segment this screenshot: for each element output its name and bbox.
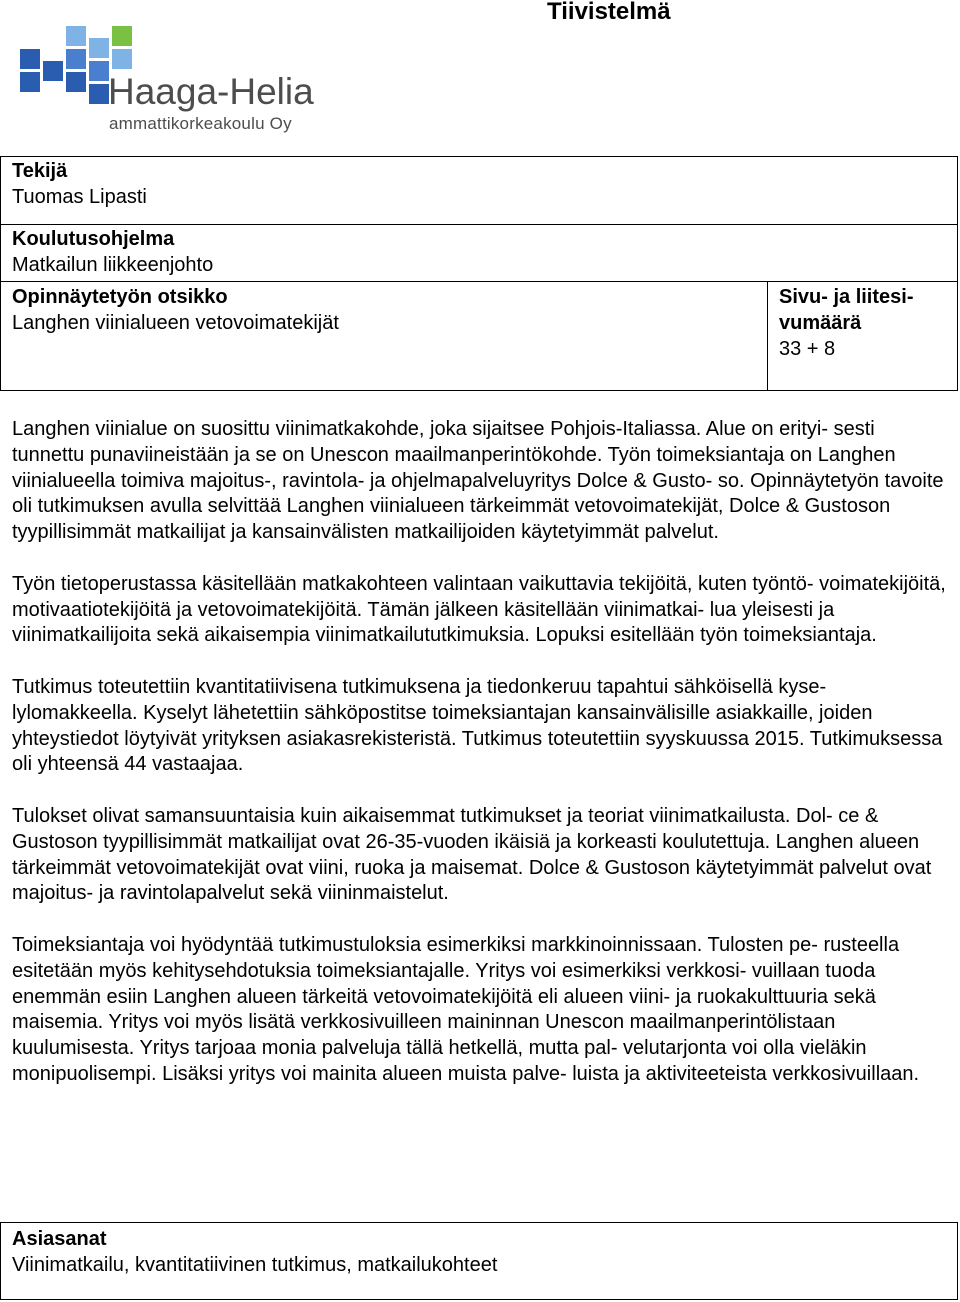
program-label: Koulutusohjelma xyxy=(12,228,175,250)
logo-square xyxy=(66,49,86,69)
logo-square xyxy=(66,26,86,46)
page-count-label-line1: Sivu- ja liitesi- xyxy=(779,286,914,308)
logo-square xyxy=(20,49,40,69)
author-label: Tekijä xyxy=(12,160,68,182)
thesis-title-label: Opinnäytetyön otsikko xyxy=(12,286,228,308)
thesis-title-value: Langhen viinialueen vetovoimatekijät xyxy=(12,312,339,334)
thesis-title-field xyxy=(12,284,339,336)
abstract-paragraph: Toimeksiantaja voi hyödyntää tutkimustuloksia esimerkiksi markkinoinnissaan. Tulosten pe- rusteella esitetään myös kehitysehdotuksia toimeksiantajalle. Yritys voi esimerkiksi verkkosi- vuillaan tuoda enemmän esiin Langhen alueen tärkeitä vetovoimatekijöitä eli alueen viini- ja ruokakulttuuria sekä maisemia. Yritys voi myös lisätä verkkosivuilleen maininnan Unescon maailmanperintölistaan kuulumisesta. Yritys tarjoaa monia palveluja tällä hetkellä, mutta pal- velutarjonta voi olla vieläkin monipuolisempi. Lisäksi yritys voi mainita alueen muista palve- luista ja aktiviteeteista verkkosivuillaan. xyxy=(12,933,920,1085)
logo-square xyxy=(66,72,86,92)
logo-wordmark: Haaga-Helia xyxy=(108,71,314,112)
page-count-label-line2: vumäärä xyxy=(779,312,862,334)
haaga-helia-logo xyxy=(18,22,318,140)
author-field xyxy=(12,158,147,210)
logo-square xyxy=(112,49,132,69)
logo-square xyxy=(89,84,109,104)
abstract-paragraph: Tulokset olivat samansuuntaisia kuin aikaisemmat tutkimukset ja teoriat viinimatkailusta. Dol- ce & Gustoson tyypillisimmät matkailijat ovat 26-35-vuoden ikäisiä ja korkeasti koulutettuja. Langhen alueen tärkeimmät vetovoimatekijät ovat viini, ruoka ja maisemat. Dolce & Gustoson käytetyimmät palvelut ovat majoitus- ja ravintolapalvelut sekä viininmaistelut. xyxy=(12,804,932,905)
logo-square xyxy=(89,61,109,81)
page-title: Tiivistelmä xyxy=(547,0,671,25)
keywords-value: Viinimatkailu, kvantitatiivinen tutkimus, matkailukohteet xyxy=(12,1254,498,1276)
divider xyxy=(0,281,958,282)
author-value: Tuomas Lipasti xyxy=(12,186,147,208)
keywords-field xyxy=(12,1226,497,1278)
keywords-label: Asiasanat xyxy=(12,1228,107,1250)
abstract-paragraph: Tutkimus toteutettiin kvantitatiivisena tutkimuksena ja tiedonkeruu tapahtui sähköisellä kyse- lylomakkeella. Kyselyt lähetettiin sähköpostitse toimeksiantajan kansainvälisille asiakkaille, joiden yhteystiedot löytyivät yrityksen asiakasrekisteristä. Tutkimus toteutettiin syyskuussa 2015. Tutkimuksessa oli yhteensä 44 vastaajaa. xyxy=(12,675,943,776)
logo-square xyxy=(20,72,40,92)
divider xyxy=(0,224,958,225)
logo-square xyxy=(112,26,132,46)
program-field xyxy=(12,226,213,278)
abstract-paragraph: Työn tietoperustassa käsitellään matkakohteen valintaan vaikuttavia tekijöitä, kuten työntö- voimatekijöitä, motivaatiotekijöitä ja vetovoimatekijöitä. Tämän jälkeen käsitellään viinimatkai- lua yleisesti ja viinimatkailijoita sekä aikaisempia viinimatkailututkimuksia. Lopuksi esitellään työn toimeksiantaja. xyxy=(12,572,946,647)
abstract-paragraph: Langhen viinialue on suosittu viinimatkakohde, joka sijaitsee Pohjois-Italiassa. Alue on erityi- sesti tunnettu punaviineistään ja se on Unescon maailmanperintökohde. Työn toimeksiantaja on Langhen viinialueella toimiva majoitus-, ravintola- ja ohjelmapalveluyritys Dolce & Gusto- so. Opinnäytetyön tavoite oli tutkimuksen avulla selvittää Langhen viinialueen tärkeimmät vetovoimatekijät, Dolce & Gustoson tyypillisimmät matkailijat ja kansainvälisten matkailijoiden käytetyimmät palvelut. xyxy=(12,418,944,544)
logo-square xyxy=(89,38,109,58)
logo-subtitle: ammattikorkeakoulu Oy xyxy=(109,114,292,133)
logo-square xyxy=(43,61,63,81)
abstract-body xyxy=(12,417,947,1114)
page-count-field xyxy=(779,284,913,362)
page-count-value: 33 + 8 xyxy=(779,338,836,360)
divider xyxy=(767,282,768,390)
program-value: Matkailun liikkeenjohto xyxy=(12,254,214,276)
